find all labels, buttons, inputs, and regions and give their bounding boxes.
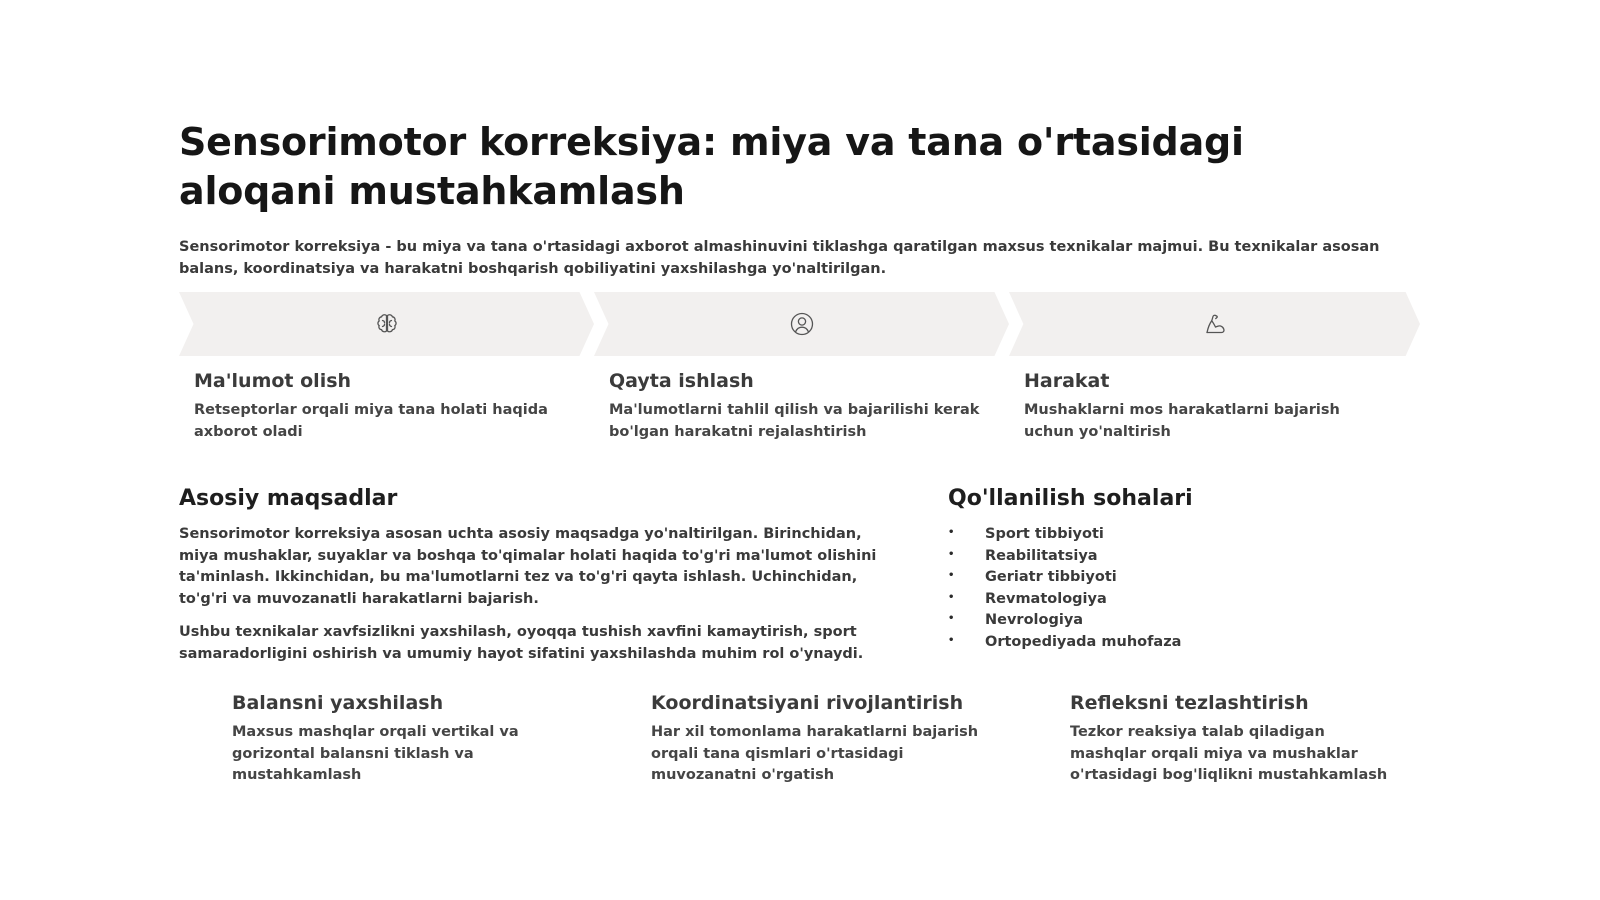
goals-paragraph-2: Ushbu texnikalar xavfsizlikni yaxshilash, oyoqqa tushish xavfini kamaytirish, sport samaradorligini oshirish va umumiy hayot sifatini yaxshilashda muhim rol o'ynaydi. (179, 624, 864, 662)
flexed-arm-icon (1202, 311, 1228, 337)
step-title-2: Qayta ishlash (609, 370, 754, 392)
bullet: • (948, 548, 955, 560)
feature-title-3: Refleksni tezlashtirish (1070, 692, 1309, 714)
list-item: • Nevrologiya (948, 612, 1084, 629)
bullet: • (948, 634, 955, 646)
feature-text-1: Maxsus mashqlar orqali vertikal va gorizontal balansni tiklash va mustahkamlash (232, 724, 519, 783)
bullet: • (948, 527, 955, 538)
list-item: • Geriatr tibbiyoti (948, 569, 1117, 586)
list-item: • Sport tibbiyoti (948, 526, 1104, 542)
list-item: • Revmatologiya (948, 590, 1107, 607)
goals-paragraph-1: Sensorimotor korreksiya asosan uchta asosiy maqsadga yo'naltirilgan. Birinchidan, miya mushaklar, suyaklar va boshqa to'qimalar holati haqida to'g'ri ma'lumot olishini ta'minlash. Ikkinchidan, bu ma'lumotlarni tez va to'g'ri qayta ishlash. Uchinchidan, to'g'ri va muvozanatli harakatlarni bajarish. (179, 526, 877, 607)
list-item: • Ortopediyada muhofaza (948, 633, 1182, 650)
process-step-3-chevron (1009, 292, 1420, 356)
step-text-3: Mushaklarni mos harakatlarni bajarish uchun yo'naltirish (1024, 402, 1340, 440)
goals-heading: Asosiy maqsadlar (179, 486, 398, 511)
page-title: Sensorimotor korreksiya: miya va tana o'rtasidagi aloqani mustahkamlash (179, 120, 1244, 213)
bullet: • (948, 570, 955, 582)
applications-heading: Qo'llanilish sohalari (948, 486, 1193, 511)
user-circle-icon (789, 311, 815, 337)
feature-text-3: Tezkor reaksiya talab qiladigan mashqlar orqali miya va mushaklar o'rtasidagi bog'liqlikni mustahkamlash (1070, 724, 1388, 783)
process-step-1-chevron (179, 292, 594, 356)
bullet: • (948, 613, 955, 625)
applications-list (948, 524, 1348, 654)
step-text-1: Retseptorlar orqali miya tana holati haqida axborot oladi (194, 402, 548, 440)
feature-title-2: Koordinatsiyani rivojlantirish (651, 692, 964, 714)
intro-paragraph: Sensorimotor korreksiya - bu miya va tana o'rtasidagi axborot almashinuvini tiklashga qaratilgan maxsus texnikalar majmui. Bu texnikalar asosan balans, koordinatsiya va harakatni boshqarish qobiliyatini yaxshilashga yo'naltirilgan. (179, 239, 1380, 277)
brain-icon (374, 311, 400, 337)
step-text-2: Ma'lumotlarni tahlil qilish va bajarilishi kerak bo'lgan harakatni rejalashtirish (609, 402, 980, 440)
step-title-3: Harakat (1024, 370, 1110, 392)
step-title-1: Ma'lumot olish (194, 370, 352, 392)
feature-text-2: Har xil tomonlama harakatlarni bajarish orqali tana qismlari o'rtasidagi muvozanatni o'rgatish (651, 724, 979, 783)
feature-title-1: Balansni yaxshilash (232, 692, 444, 714)
process-step-2-chevron (594, 292, 1009, 356)
list-item: • Reabilitatsiya (948, 547, 1098, 564)
bullet: • (948, 591, 955, 603)
